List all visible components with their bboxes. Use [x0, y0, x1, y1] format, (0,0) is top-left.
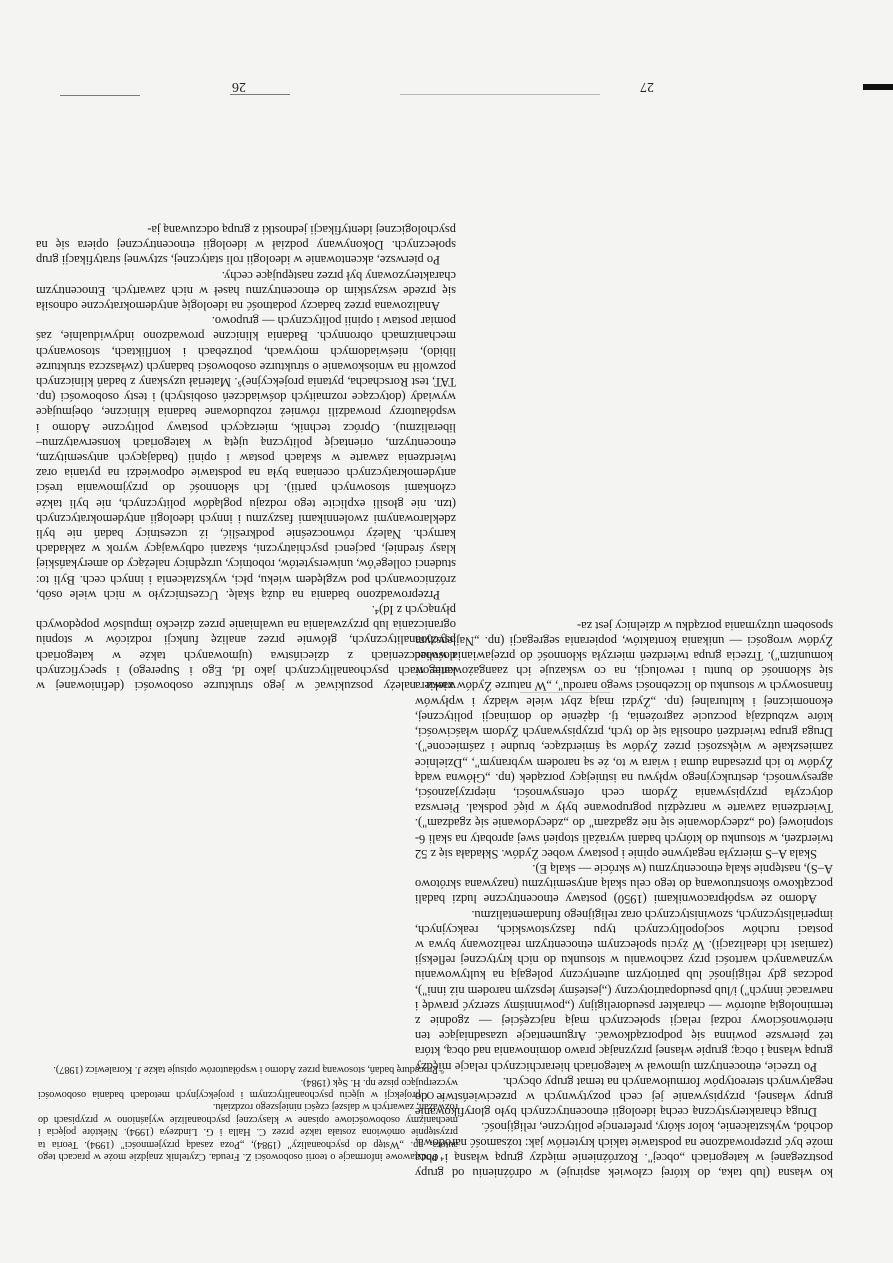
left-page-footnotes — [38, 1063, 458, 1162]
paragraph: Analizowana przez badaczy podatność na ideologię antydemokratyczne odnosiła się przede wszystkim do etnocentryzmu haseł w nich zawartych. Etnocentryzm charakteryzowany był przez następujące cechy. — [36, 268, 456, 313]
scan-corner-mark — [863, 84, 893, 90]
scan-edge-line — [60, 95, 140, 96]
footnote: ⁴ Podstawowe informacje o teorii osobowości Z. Freuda. Czytelnik znajdzie może w pracach tego autora, np. „Wstęp do psychoanalizy" (1984), „Poza zasadą przyjemności" (1994). Teoria ta przystępnie omówiona została także przez C. Halla i G. Lindzeya (1994). Niektóre pojęcia i mechanizmy osobowościowe opisane w klasycznej psychoanalizie wyjaśniono w przypisach do rozważań, zawartych w dalszej części niniejszego rozdziału. — [38, 1101, 458, 1162]
scan-edge-line — [400, 94, 600, 95]
paragraph: Drugą charakterystyczną cechą ideologii etnocentrycznych było gloryfikowanie grupy własnej, przypisywanie jej cech pozytywnych w przeciwieństwie do negatywnych stereotypów formułowanych na temat grupy obcych. — [415, 1074, 833, 1120]
page-number-left: 26 — [232, 79, 246, 94]
paragraph: Przeprowadzono badania na dużą skalę. Uczestniczyło w nich wiele osób, zróżnicowanych pod względem wieku, płci, wykształcenia i innych cech. Byli to: studenci college'ów, uniwersytetów, robotnicy, urzędnicy należący do amerykańskiej klasy średniej, pacjenci psychiatryczni, skazani odbywający wyrok w zakładach karnych. Należy równocześnie podkreślić, iż uczestnicy badań nie byli zdeklarowanymi zwolennikami faszyzmu i innych ideologii antydemokratycznych (tzn. nie głosili explicite tego rodzaju poglądów politycznych, nie byli także członkami stosownych partii). Ich skłonność do przyjmowania treści antydemokratycznych oceniana była na podstawie odpowiedzi na pytania oraz twierdzenia zawarte w skalach postaw i opinii (badających antysemityzm, etnocentryzm, orientację polityczną ujętą w kategoriach konserwatyzmu–liberalizmu). Oprócz technik, mierzących postawy polityczne Adorno i współautorzy prowadzili również rozbudowane badania kliniczne, obejmujące wywiady (dotyczące rozmaitych doświadczeń osobistych) i testy osobowości (np. TAT, test Rorschacha, pytania projekcyjne)⁵. Materiał uzyskany z badań klinicznych pozwolił na wnioskowanie o strukturze osobowości badanych (zwłaszcza strukturze libido), nieświadomych motywach, potrzebach i konfliktach, stosowanych mechanizmach obronnych. Badania kliniczne prowadzono indywidualnie, zaś pomiar postaw i opinii politycznych — grupowo. — [36, 314, 456, 602]
paragraph: wieka należy poszukiwać w jego strukturze osobowości (definiowanej w kategoriach psychoanalitycznych jako Id, Ego i Superego) i specyficznych doświadczeniach z dzieciństwa (ujmowanych także w kategoriach psychoanalitycznych, głównie przez analizę funkcji rodziców w stopniu ograniczania lub przyzwalania na uwalnianie przez dziecko impulsów popędowych płynących z Id)⁴. — [36, 602, 456, 693]
footnote: ⁶ Procedurę badań, stosowaną przez Adorno i współautorów opisuje także J. Koralewicz (1987). — [53, 1064, 444, 1076]
scan-edge-line — [230, 94, 290, 95]
left-page-body — [36, 222, 456, 693]
page-number-right: 27 — [640, 79, 654, 94]
paragraph: Po trzecie, etnocentryzm ujmował w kategoriach hierarchicznych relacje między grupą własną i obcą; grupie własnej przyznając prawo dominowania nad obcą, która też pierwsze powinna się podporządkować. Argumentacje uzasadniające ten nierównościowy rodzaj relacji społecznych mają najczęściej — zgodnie z terminologią autorów — charakter pseudoreligijny („powinniśmy szerzyć prawdę i nawracać innych") i/lub pseudopatriotyczny („jesteśmy lepszym narodem niż inni"), podczas gdy religijność lub patriotyzm autentyczny polegają na kultywowaniu wyznawanych wartości przy zachowaniu w stosunku do nich krytycznej refleksji (zamiast ich idealizacji). W życiu społecznym etnocentryzm realizowany bywa w postaci ruchów socjopolitycznych typu faszystowskich, reakcyjnych, imperialistycznych, szowinistycznych oraz religijnego fundamentalizmu. — [415, 907, 833, 1074]
paragraph: Adorno ze współpracownikami (1950) postawy etnocentryczne ludzi badali początkowo skonstruowaną do tego celu skalą antysemityzmu (nazywana skrótowo A–S), następnie skalą etnocentryzmu (w skrócie — skalą E). — [415, 861, 833, 907]
paragraph: Skala A–S mierzyła negatywne opinie i postawy wobec Żydów. Składała się z 52 twierdzeń, w stosunku do których badani wyrażali stopień swej aprobaty na skali 6-stopniowej (od „zdecydowanie się nie zgadzam" do „zdecydowanie się zgadzam"). Twierdzenia zawarte w narzędziu pogrupowane były w pięć podskal. Pierwsza dotyczyła przypisywania Żydom cech ofensywności, nieprzyjazności, agresywności, destrukcyjnego wpływu na istniejący porządek (np. „Główna wadą Żydów to ich przesadna duma i wiara w to, że są narodem wybranym", „Dzielnice zamieszkałe w większości przez Żydów są śmierdzące, brudne i zaśmiecone"). Druga grupa twierdzeń odnosiła się do tych, przypisywanych Żydom właściwości, które wzbudzają poczucie zagrożenia, tj. dążenie do dominacji politycznej, ekonomicznej i kulturalnej (np. „Żydzi mają zbyt wiele władzy i wpływów finansowych w stosunku do liczebności swego narodu", „W naturze Żydów zawiera się skłonność do buntu i rewolucji, na co wskazuje ich zaangażowanie w komunizm"). Trzecia grupa twierdzeń mierzyła skłonność do przejawiania wobec Żydów wrogości — unikania kontaktów, popierania segregacji (np. „Najlepszym sposobem utrzymania porządku w dzielnicy jest za- — [415, 618, 833, 861]
paragraph: Po pierwsze, akcentowanie w ideologii roli statycznej, sztywnej stratyfikacji grup społecznych. Dokonywany podział w ideologii etnocentrycznej opiera się na psychologicznej identyfikacji jednostki z grupą odczuwaną ja- — [36, 222, 456, 268]
footnote: ⁵ O projekcji w ujęciu psychoanalitycznym i projekcyjnych metodach badania osobowości wyczerpująco pisze np. H. Sęk (1984). — [38, 1076, 458, 1100]
paragraph: ko własna (lub taka, do której człowiek aspiruje) w odróżnieniu od grupy postrzeganej w kategoriach „obcej". Rozróżnienie między grupą własną i obcą może być przeprowadzone na podstawie takich kryteriów jak: tożsamość narodowa, dochód, wykształcenie, kolor skóry, preferencje polityczne, religijność. — [415, 1120, 833, 1180]
right-page-body — [415, 617, 833, 1180]
